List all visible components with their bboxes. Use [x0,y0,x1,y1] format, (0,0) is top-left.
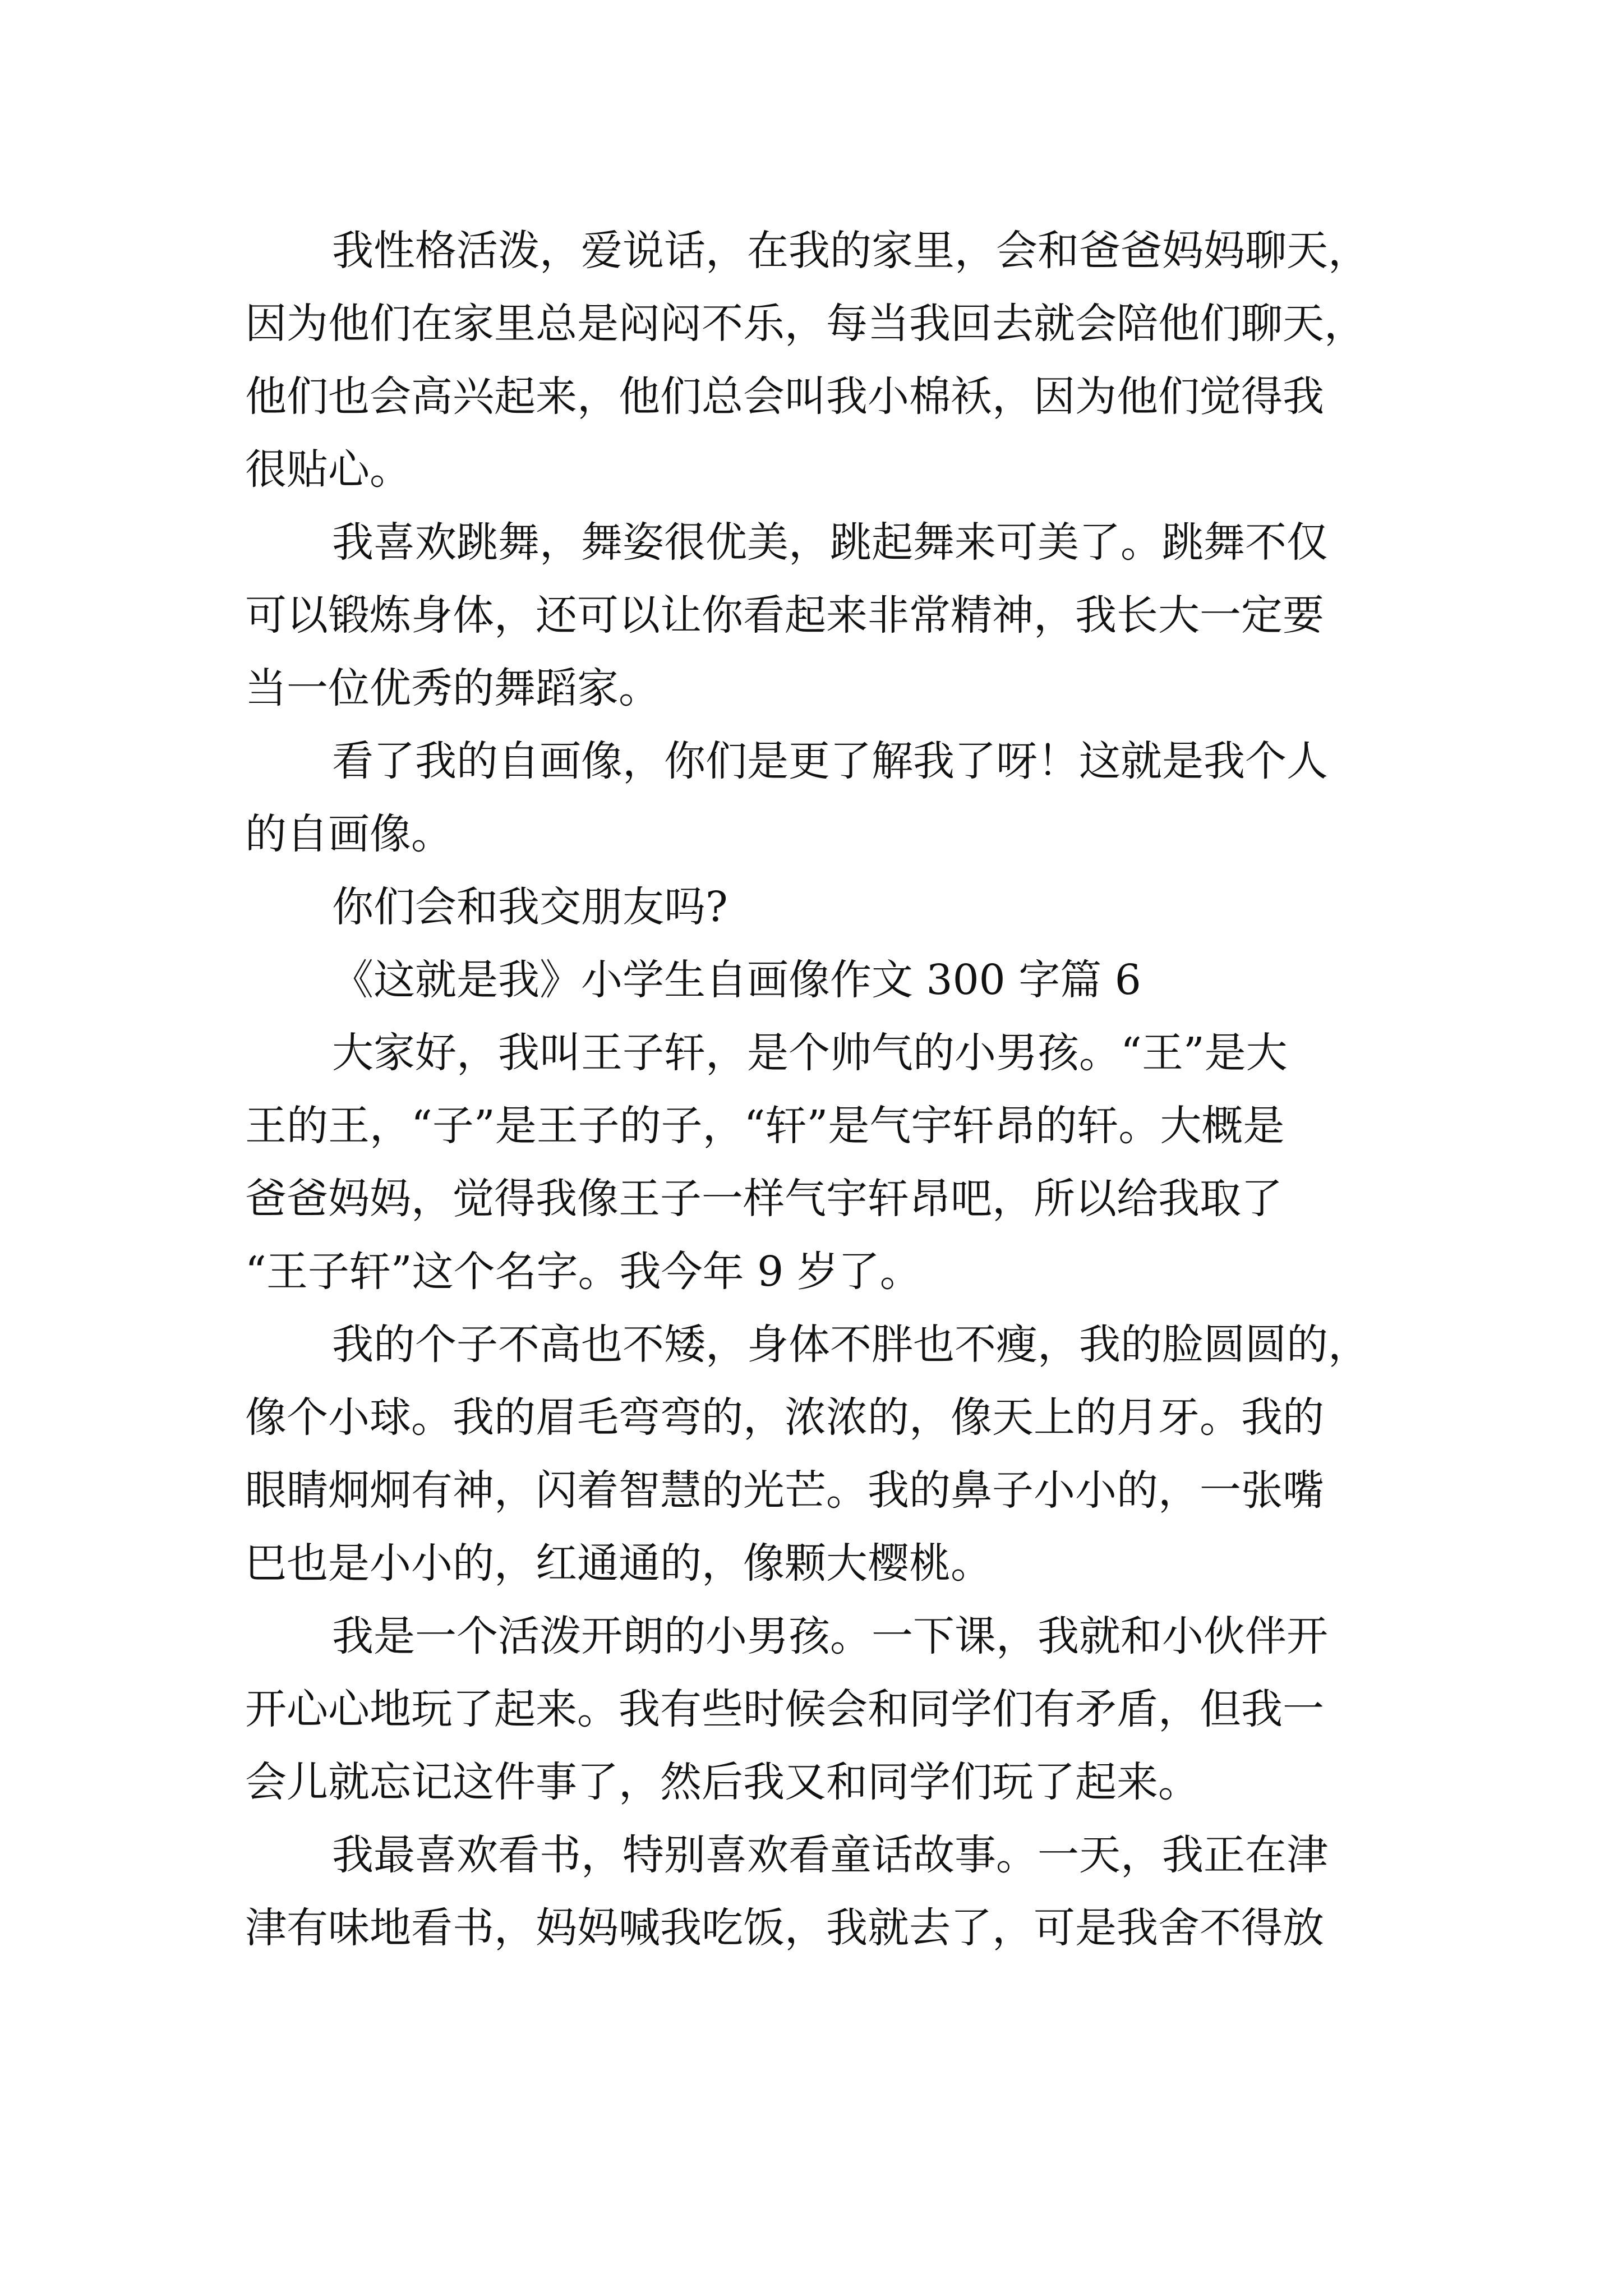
text-line: 我性格活泼，爱说话，在我的家里，会和爸爸妈妈聊天， [332,227,1370,275]
text-line: 的自画像。 [245,810,453,858]
text-line: 我的个子不高也不矮，身体不胖也不瘦，我的脸圆圆的， [332,1320,1370,1369]
text-line: 王的王，“子”是王子的子，“轩”是气宇轩昂的轩。大概是 [245,1102,1285,1150]
text-line: 会儿就忘记这件事了，然后我又和同学们玩了起来。 [245,1758,1200,1806]
text-line: 可以锻炼身体，还可以让你看起来非常精神，我长大一定要 [245,591,1324,639]
text-line: 很贴心。 [245,445,411,494]
text-line: 爸爸妈妈，觉得我像王子一样气宇轩昂吧，所以给我取了 [245,1175,1283,1223]
text-line: 大家好，我叫王子轩，是个帅气的小男孩。“王”是大 [332,1029,1288,1077]
text-line: 我最喜欢看书，特别喜欢看童话故事。一天，我正在津 [332,1831,1328,1879]
text-line: 看了我的自画像，你们是更了解我了呀！这就是我个人 [332,737,1328,785]
text-line: 津有味地看书，妈妈喊我吃饭，我就去了，可是我舍不得放 [245,1904,1324,1952]
text-line: 我喜欢跳舞，舞姿很优美，跳起舞来可美了。跳舞不仅 [332,518,1328,567]
text-line: 他们也会高兴起来，他们总会叫我小棉袄，因为他们觉得我 [245,372,1324,421]
text-line: 我是一个活泼开朗的小男孩。一下课，我就和小伙伴开 [332,1612,1328,1660]
section-heading: 《这就是我》小学生自画像作文 300 字篇 6 [332,956,1141,1004]
text-line: 因为他们在家里总是闷闷不乐，每当我回去就会陪他们聊天， [245,300,1366,348]
document-body [245,214,1451,1964]
text-line: 你们会和我交朋友吗? [332,883,728,931]
text-line: 眼睛炯炯有神，闪着智慧的光芒。我的鼻子小小的，一张嘴 [245,1466,1324,1515]
text-line: 当一位优秀的舞蹈家。 [245,664,660,712]
text-line: 像个小球。我的眉毛弯弯的，浓浓的，像天上的月牙。我的 [245,1393,1324,1442]
text-line: 巴也是小小的，红通通的，像颗大樱桃。 [245,1539,992,1588]
text-line: 开心心地玩了起来。我有些时候会和同学们有矛盾，但我一 [245,1685,1324,1733]
text-line: “王子轩”这个名字。我今年 9 岁了。 [245,1248,921,1296]
